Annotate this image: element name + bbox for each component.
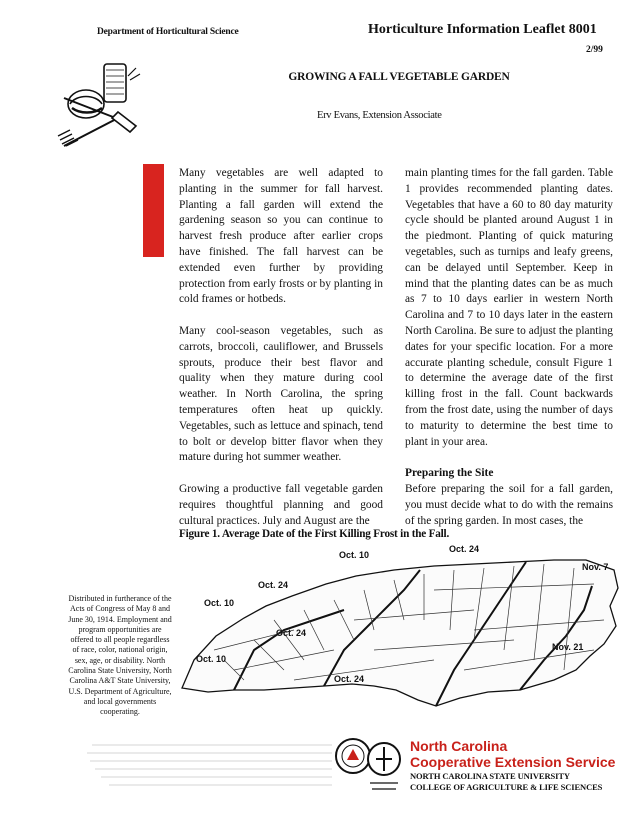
map-label-nov7: Nov. 7 xyxy=(582,562,609,572)
accent-bar xyxy=(143,164,164,257)
footer-ncsu: NORTH CAROLINA STATE UNIVERSITY xyxy=(410,771,570,781)
map-label-nov21: Nov. 21 xyxy=(552,642,584,652)
article-title: GROWING A FALL VEGETABLE GARDEN xyxy=(288,71,510,83)
paragraph-cool-season: Many cool-season vegetables, such as carrots, broccoli, cauliflower, and Brussels sprouts, produce their best flavor and quality when they mature during cool weather. In North Carolina, the spring temperatures often heat up quickly. Vegetables, such as lettuce and spinach, tend to bolt or develop bitter flavor when they mature during hot summer weather. xyxy=(179,324,383,464)
garden-tools-illustration xyxy=(56,56,148,148)
footer-hatch-decoration xyxy=(87,735,332,795)
extension-seal-icon xyxy=(366,737,402,795)
nondiscrimination-statement: Distributed in furtherance of the Acts of Congress of May 8 and June 30, 1914. Employment and program opportunities are offered to all people regardless of race, color, national origin, sex, age, or disability. North Carolina State University, North Carolina A&T State University, U.S. Department of Agriculture, and local governments cooperating. xyxy=(68,594,172,717)
column-left xyxy=(179,166,383,545)
map-label-oct24-mid: Oct. 24 xyxy=(276,628,307,638)
footer-ces: Cooperative Extension Service xyxy=(410,754,616,770)
footer-college: COLLEGE OF AGRICULTURE & LIFE SCIENCES xyxy=(410,782,603,792)
paragraph-planning: Growing a productive fall vegetable garden requires thoughtful planning and good cultural practices. July and August are the xyxy=(179,482,383,527)
column-right xyxy=(405,166,613,545)
frost-date-map xyxy=(174,540,624,712)
leaflet-date: 2/99 xyxy=(586,45,603,55)
map-label-oct24-south: Oct. 24 xyxy=(334,674,365,684)
map-label-oct10-south: Oct. 10 xyxy=(196,654,227,664)
subheading-preparing-site: Preparing the Site xyxy=(405,467,494,480)
map-label-oct24-north: Oct. 24 xyxy=(449,544,480,554)
article-author: Erv Evans, Extension Associate xyxy=(317,110,442,121)
figure-caption: Figure 1. Average Date of the First Killing Frost in the Fall. xyxy=(179,528,450,540)
map-label-oct10-north: Oct. 10 xyxy=(339,550,370,560)
paragraph-intro: Many vegetables are well adapted to planting in the summer for fall harvest. Planting a fall garden will extend the gardening season so you can continue to harvest fresh produce after earlier crops have finished. The fall harvest can be extended even further by providing protection from early frosts or by planting in cold frames or hotbeds. xyxy=(179,167,383,306)
map-label-oct24-west: Oct. 24 xyxy=(258,580,289,590)
department-name: Department of Horticultural Science xyxy=(97,27,239,37)
leaflet-title: Horticulture Information Leaflet 8001 xyxy=(368,22,597,37)
map-label-oct10-west: Oct. 10 xyxy=(204,598,235,608)
paragraph-planting-times: main planting times for the fall garden. Table 1 provides recommended planting dates. Vegetables that have a 60 to 80 day maturity cycle should be planted around August 1 in the piedmont. Planting of quick maturing vegetables, such as turnips and leafy greens, can be delayed until September. Keep in mind that the planting dates can be as much as 7 to 10 days earlier in western North Carolina and 7 to 10 days later in the eastern North Carolina. Be sure to adjust the planting dates for your specific location. For a more accurate planting schedule, consult Figure 1 to determine the average date of the first killing frost in the fall. Count backwards from the frost date, using the number of days to maturity to determine the best time to plant in your area. xyxy=(405,167,613,448)
paragraph-site: Before preparing the soil for a fall garden, you must decide what to do with the remains of the spring garden. In most cases, the xyxy=(405,482,613,527)
footer-nc: North Carolina xyxy=(410,738,508,754)
